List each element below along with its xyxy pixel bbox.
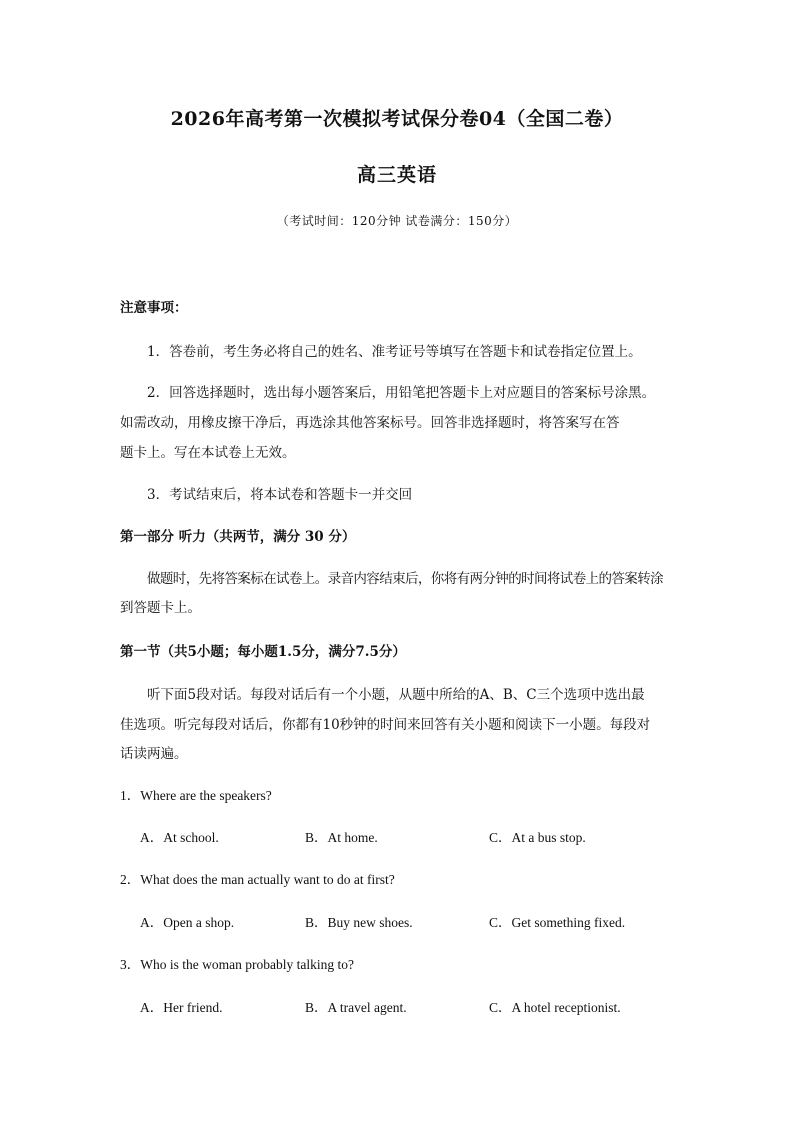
part-one-instruction-line-2: 到答题卡上。 [120,600,201,616]
question-1-stem: 1．Where are the speakers? [120,788,272,803]
question-2-stem: 2．What does the man actually want to do at first? [120,872,395,887]
notice-item-1: 1．答卷前，考生务必将自己的姓名、准考证号等填写在答题卡和试卷指定位置上。 [147,344,642,360]
question-1-option-c: C．At a bus stop. [489,830,586,845]
part-one-instruction-line-1: 做题时，先将答案标在试卷上。录音内容结束后，你将有两分钟的时间将试卷上的答案转涂 [147,571,663,587]
notice-item-2-line-2: 如需改动，用橡皮擦干净后，再选涂其他答案标号。回答非选择题时，将答案写在答 [120,415,620,431]
notice-item-2-line-3: 题卡上。写在本试卷上无效。 [120,445,296,461]
question-2-option-b: B．Buy new shoes. [305,915,413,930]
section-one-instruction-line-1: 听下面5段对话。每段对话后有一个小题，从题中所给的A、B、C三个选项中选出最 [147,687,645,703]
notice-item-2-line-1: 2．回答选择题时，选出每小题答案后，用铅笔把答题卡上对应题目的答案标号涂黑。 [147,385,656,401]
question-3-stem: 3．Who is the woman probably talking to? [120,957,354,972]
section-one-instruction-line-2: 佳选项。听完每段对话后，你都有10秒钟的时间来回答有关小题和阅读下一小题。每段对 [120,717,651,733]
question-2-option-c: C．Get something fixed. [489,915,626,930]
question-1-option-b: B．At home. [305,830,378,845]
exam-subject: 高三英语 [356,164,437,186]
section-one-heading: 第一节（共5小题；每小题1.5分，满分7.5分） [120,644,406,660]
question-3-option-c: C．A hotel receptionist. [489,1000,621,1015]
exam-time-info: （考试时间：120分钟 试卷满分：150分） [276,214,518,228]
question-2-option-a: A．Open a shop. [140,915,235,930]
notice-heading: 注意事项： [120,300,188,316]
section-one-instruction-line-3: 话读两遍。 [120,746,188,762]
question-3-option-a: A．Her friend. [140,1000,223,1015]
question-3-option-b: B．A travel agent. [305,1000,407,1015]
part-one-heading: 第一部分 听力（共两节，满分 30 分） [120,529,356,545]
question-1-option-a: A．At school. [140,830,219,845]
notice-item-3: 3．考试结束后，将本试卷和答题卡一并交回 [147,487,413,503]
exam-title: 2026年高考第一次模拟考试保分卷04（全国二卷） [170,108,624,130]
